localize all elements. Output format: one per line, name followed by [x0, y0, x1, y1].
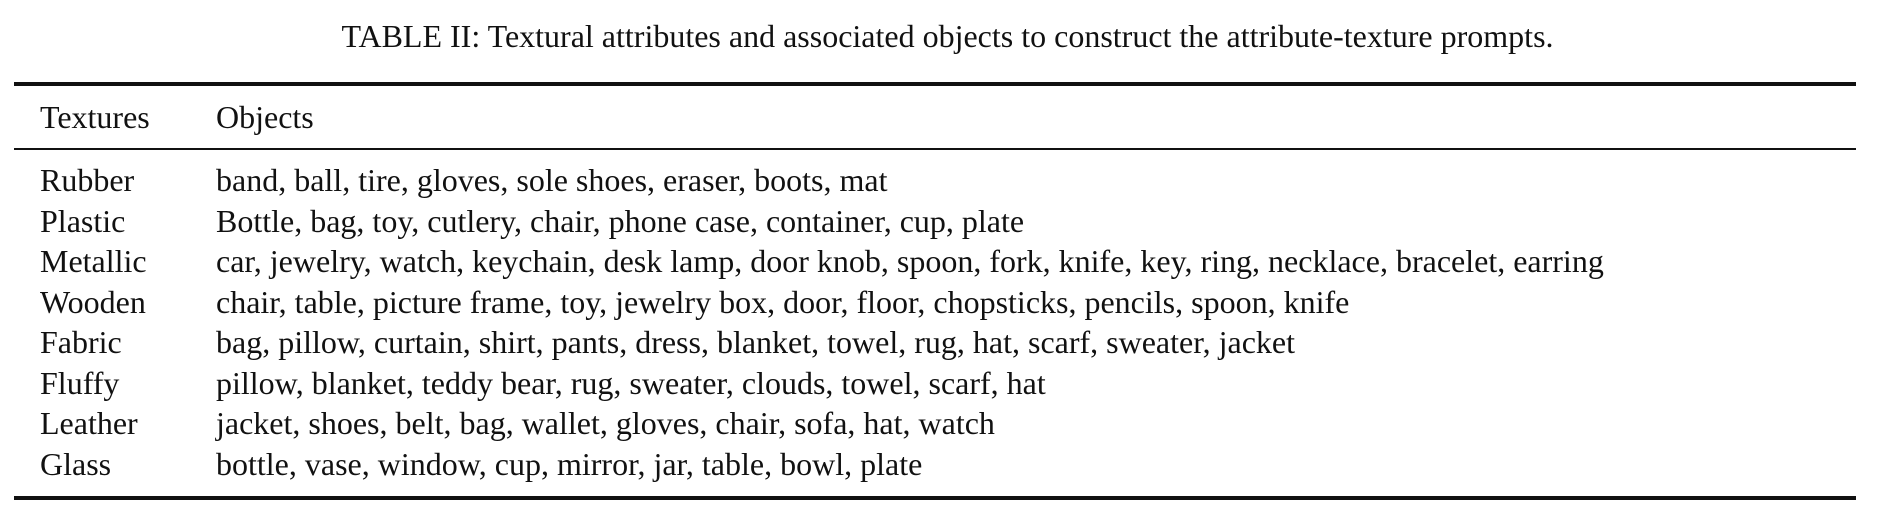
texture-cell: Fluffy	[40, 364, 120, 401]
table-row	[0, 160, 1895, 201]
texture-cell: Wooden	[40, 283, 146, 320]
objects-cell: pillow, blanket, teddy bear, rug, sweater, clouds, towel, scarf, hat	[216, 364, 1046, 401]
texture-cell: Metallic	[40, 243, 147, 279]
objects-cell: chair, table, picture frame, toy, jewelry box, door, floor, chopsticks, pencils, spoon, knife	[216, 283, 1350, 320]
table-row	[0, 444, 1895, 485]
table-row	[0, 403, 1895, 444]
objects-cell: jacket, shoes, belt, bag, wallet, gloves, chair, sofa, hat, watch	[216, 405, 995, 441]
objects-cell: Bottle, bag, toy, cutlery, chair, phone case, container, cup, plate	[216, 202, 1025, 239]
table-header-rule	[14, 148, 1856, 150]
texture-cell: Rubber	[40, 162, 135, 198]
table-header-row	[0, 96, 1895, 138]
texture-cell: Fabric	[40, 324, 122, 360]
table-row	[0, 241, 1895, 282]
texture-cell: Leather	[40, 405, 138, 441]
table-caption: TABLE II: Textural attributes and associated objects to construct the attribute-texture prompts.	[341, 18, 1554, 54]
objects-cell: bag, pillow, curtain, shirt, pants, dress, blanket, towel, rug, hat, scarf, sweater, jacket	[216, 324, 1295, 360]
objects-cell: car, jewelry, watch, keychain, desk lamp, door knob, spoon, fork, knife, key, ring, necklace, bracelet, earring	[216, 243, 1604, 279]
texture-cell: Plastic	[40, 202, 126, 239]
table-body	[0, 160, 1895, 484]
header-objects: Objects	[216, 99, 314, 135]
table-bottom-rule	[14, 496, 1856, 500]
header-textures: Textures	[40, 99, 150, 135]
table-row	[0, 282, 1895, 323]
objects-cell: bottle, vase, window, cup, mirror, jar, table, bowl, plate	[216, 445, 923, 482]
table-row	[0, 322, 1895, 363]
table-row	[0, 201, 1895, 242]
texture-cell: Glass	[40, 445, 112, 482]
objects-cell: band, ball, tire, gloves, sole shoes, eraser, boots, mat	[216, 162, 888, 198]
table-row	[0, 363, 1895, 404]
table-top-rule	[14, 82, 1856, 86]
